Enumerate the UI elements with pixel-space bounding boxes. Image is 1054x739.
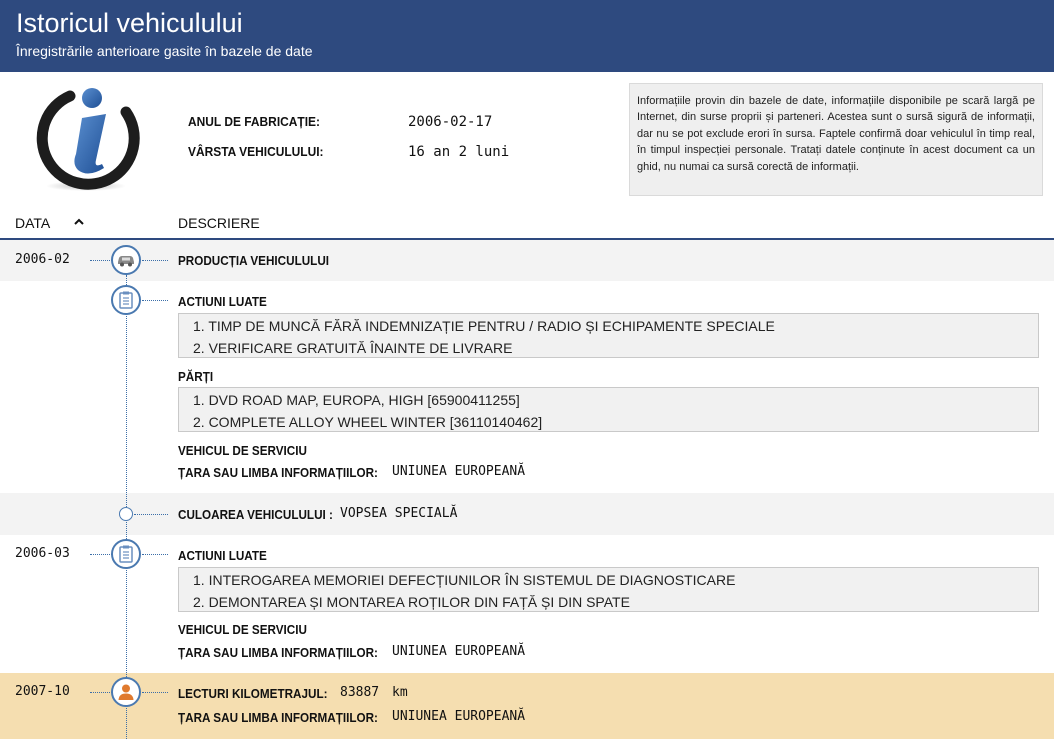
country-value: UNIUNEA EUROPEANĂ xyxy=(392,709,526,724)
color-label: CULOAREA VEHICULULUI : xyxy=(178,507,333,522)
timeline-node xyxy=(111,245,141,275)
row-date: 2007-10 xyxy=(15,684,70,699)
list-item: 2. VERIFICARE GRATUITĂ ÎNAINTE DE LIVRARE xyxy=(193,339,513,356)
checklist-icon xyxy=(119,291,133,309)
year-value: 2006-02-17 xyxy=(408,114,493,130)
timeline-node xyxy=(111,677,141,707)
country-label: ȚARA SAU LIMBA INFORMAȚIILOR: xyxy=(178,465,378,480)
row-date: 2006-02 xyxy=(15,252,70,267)
list-item: 2. DEMONTAREA ȘI MONTAREA ROȚILOR DIN FAȚĂ ȘI DIN SPATE xyxy=(193,593,630,610)
list-item: 1. DVD ROAD MAP, EUROPA, HIGH [65900411255] xyxy=(193,392,520,408)
color-value: VOPSEA SPECIALĂ xyxy=(340,506,458,521)
actions-list xyxy=(178,567,1039,612)
mileage-value: 83887 xyxy=(340,685,380,700)
timeline-connector xyxy=(142,554,168,555)
parts-list xyxy=(178,387,1039,432)
age-label: VÂRSTA VEHICULULUI: xyxy=(188,144,324,159)
timeline-connector xyxy=(142,300,168,301)
list-item: 1. TIMP DE MUNCĂ FĂRĂ INDEMNIZAȚIE PENTRU / RADIO ȘI ECHIPAMENTE SPECIALE xyxy=(193,318,775,334)
checklist-icon xyxy=(119,545,133,563)
timeline-connector xyxy=(142,260,168,261)
timeline-connector xyxy=(90,692,112,693)
page-title: Istoricul vehiculului xyxy=(16,8,243,38)
country-label: ȚARA SAU LIMBA INFORMAȚIILOR: xyxy=(178,710,378,725)
timeline-connector xyxy=(134,514,168,515)
timeline-node xyxy=(119,507,133,521)
row-mileage-band xyxy=(0,673,1054,739)
country-value: UNIUNEA EUROPEANĂ xyxy=(392,464,526,479)
mileage-unit: km xyxy=(392,685,408,700)
timeline-connector xyxy=(90,554,112,555)
parts-label: PĂRȚI xyxy=(178,369,214,384)
service-label: VEHICUL DE SERVICIU xyxy=(178,622,307,637)
page-header xyxy=(0,0,1054,72)
person-icon xyxy=(117,683,135,701)
timeline-connector xyxy=(142,692,168,693)
mileage-label: LECTURI KILOMETRAJUL: xyxy=(178,686,328,701)
country-label: ȚARA SAU LIMBA INFORMAȚIILOR: xyxy=(178,645,378,660)
list-item: 1. INTEROGAREA MEMORIEI DEFECȚIUNILOR ÎN SISTEMUL DE DIAGNOSTICARE xyxy=(193,572,736,588)
row-date: 2006-03 xyxy=(15,546,70,561)
actions-label: ACTIUNI LUATE xyxy=(178,294,267,309)
info-logo-icon xyxy=(30,82,142,194)
timeline-node xyxy=(111,285,141,315)
production-label: PRODUCȚIA VEHICULULUI xyxy=(178,253,330,268)
sort-up-icon[interactable] xyxy=(73,217,85,227)
service-label: VEHICUL DE SERVICIU xyxy=(178,443,307,458)
column-header-date[interactable]: DATA xyxy=(15,215,51,231)
timeline-connector xyxy=(90,260,112,261)
actions-list xyxy=(178,313,1039,358)
year-label: ANUL DE FABRICAȚIE: xyxy=(188,114,321,129)
column-header-description: DESCRIERE xyxy=(178,215,260,231)
country-value: UNIUNEA EUROPEANĂ xyxy=(392,644,526,659)
timeline-node xyxy=(111,539,141,569)
actions-label: ACTIUNI LUATE xyxy=(178,548,267,563)
car-icon xyxy=(116,253,136,267)
info-disclaimer: Informațiile provin din bazele de date, informațiile disponibile pe scară largă pe Internet, din surse proprii și parteneri. Acestea sunt o sursă sigură de informații, dar nu se pot exclude erori în sursa. Faptele confirmă doar vehiculul în timp real, în timpul inspecției personale. Tratați datele conținute în acest document ca un ghid, nu numai ca sursă corectă de informații. xyxy=(629,83,1043,196)
age-value: 16 an 2 luni xyxy=(408,144,510,160)
list-item: 2. COMPLETE ALLOY WHEEL WINTER [36110140462] xyxy=(193,413,543,430)
page-subtitle: Înregistrările anterioare gasite în bazele de date xyxy=(16,43,313,59)
